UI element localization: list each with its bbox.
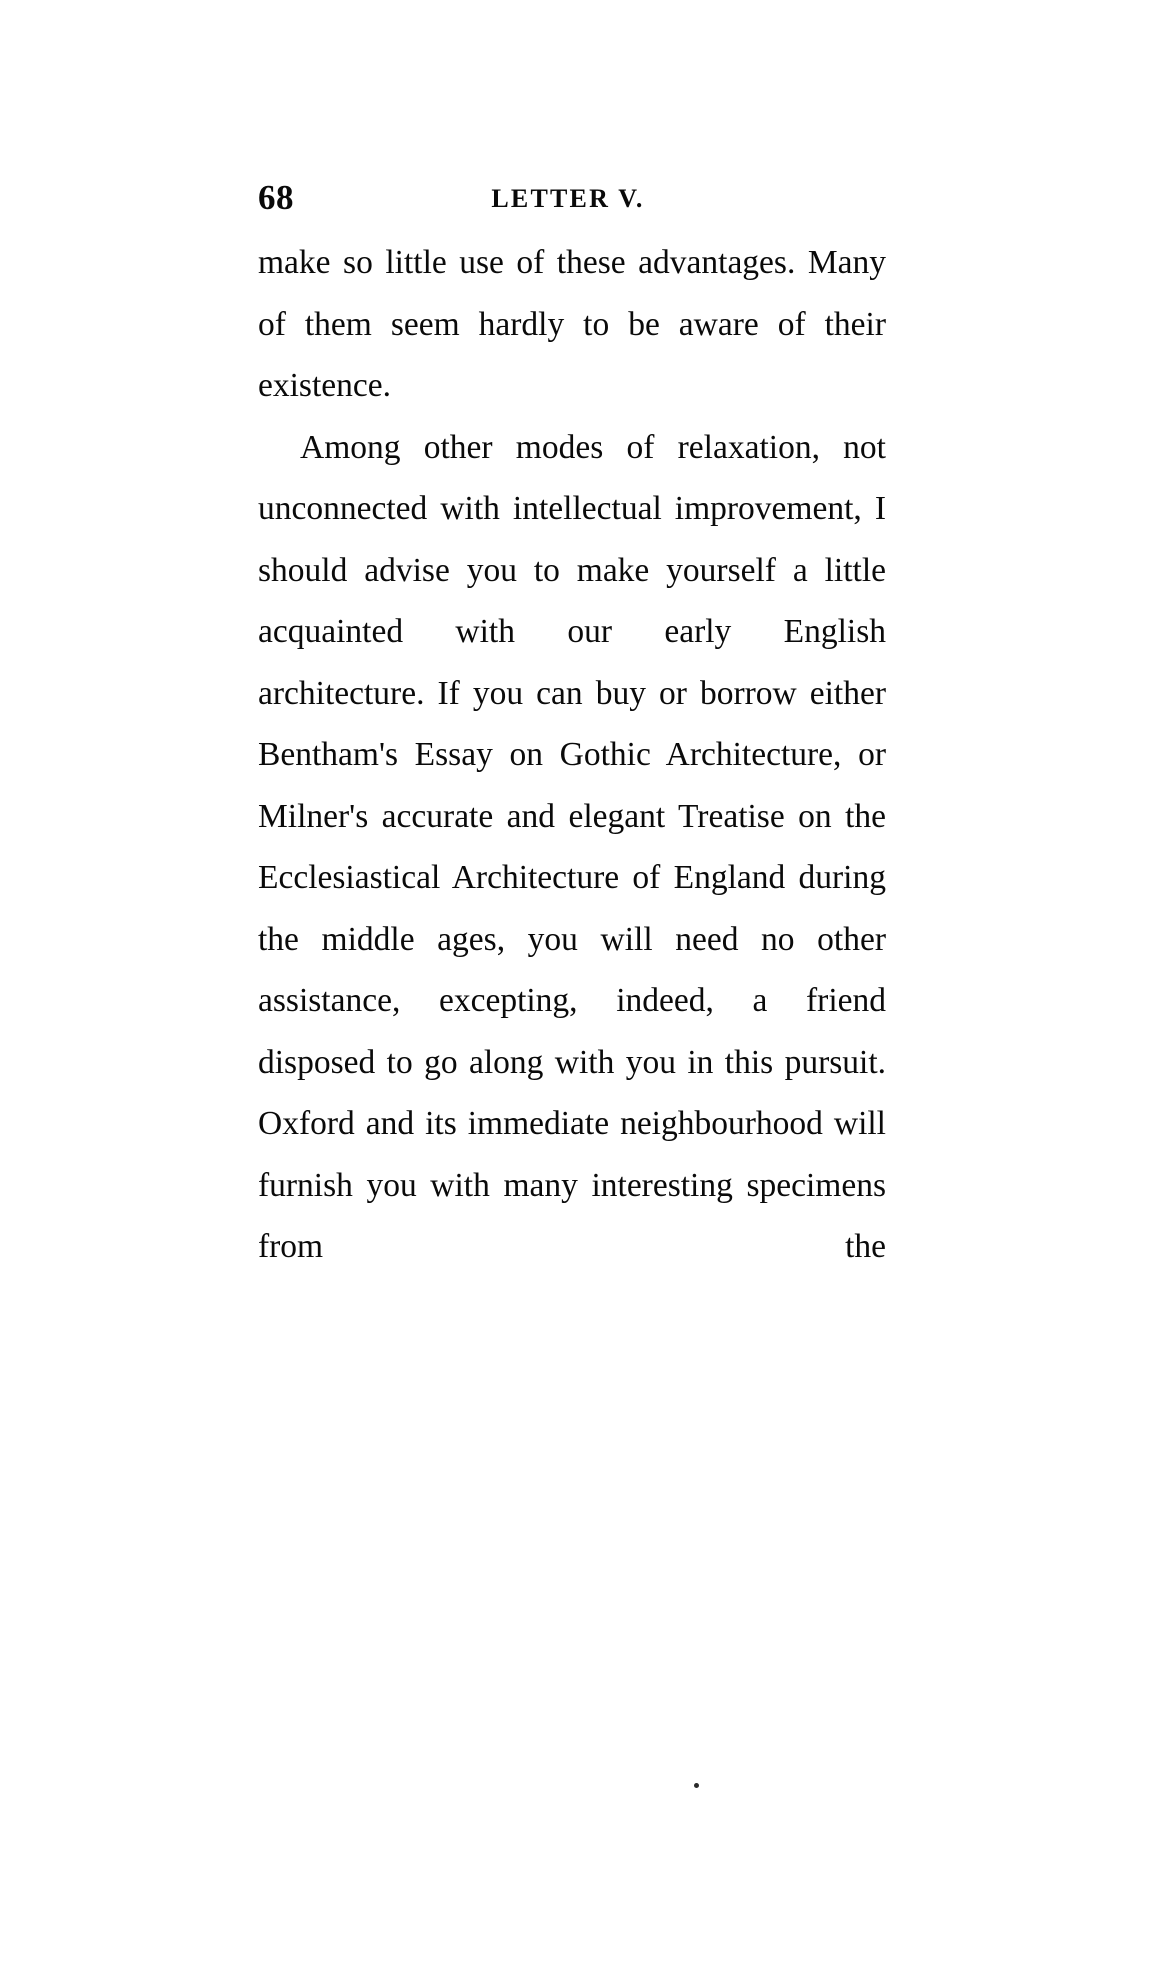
page-header <box>258 178 878 218</box>
paragraph: Among other modes of relaxation, not unconnected with intellectual improvement, I should advise you to make yourself a little acquainted with our early English architecture. If you can buy or borrow either Bentham's Essay on Gothic Architecture, or Milner's accurate and elegant Treatise on the Ecclesiastical Architecture of England during the middle ages, you will need no other assistance, excepting, indeed, a friend disposed to go along with you in this pursuit. Oxford and its immediate neighbourhood will furnish you with many interesting specimens from the <box>258 428 886 1265</box>
page-number: 68 <box>258 178 294 217</box>
page-tail-mark <box>694 1783 699 1788</box>
paragraph: make so little use of these advantages. Many of them seem hardly to be aware of their existence. <box>258 244 886 404</box>
body-text <box>258 232 886 1278</box>
running-head: LETTER V. <box>491 184 645 213</box>
